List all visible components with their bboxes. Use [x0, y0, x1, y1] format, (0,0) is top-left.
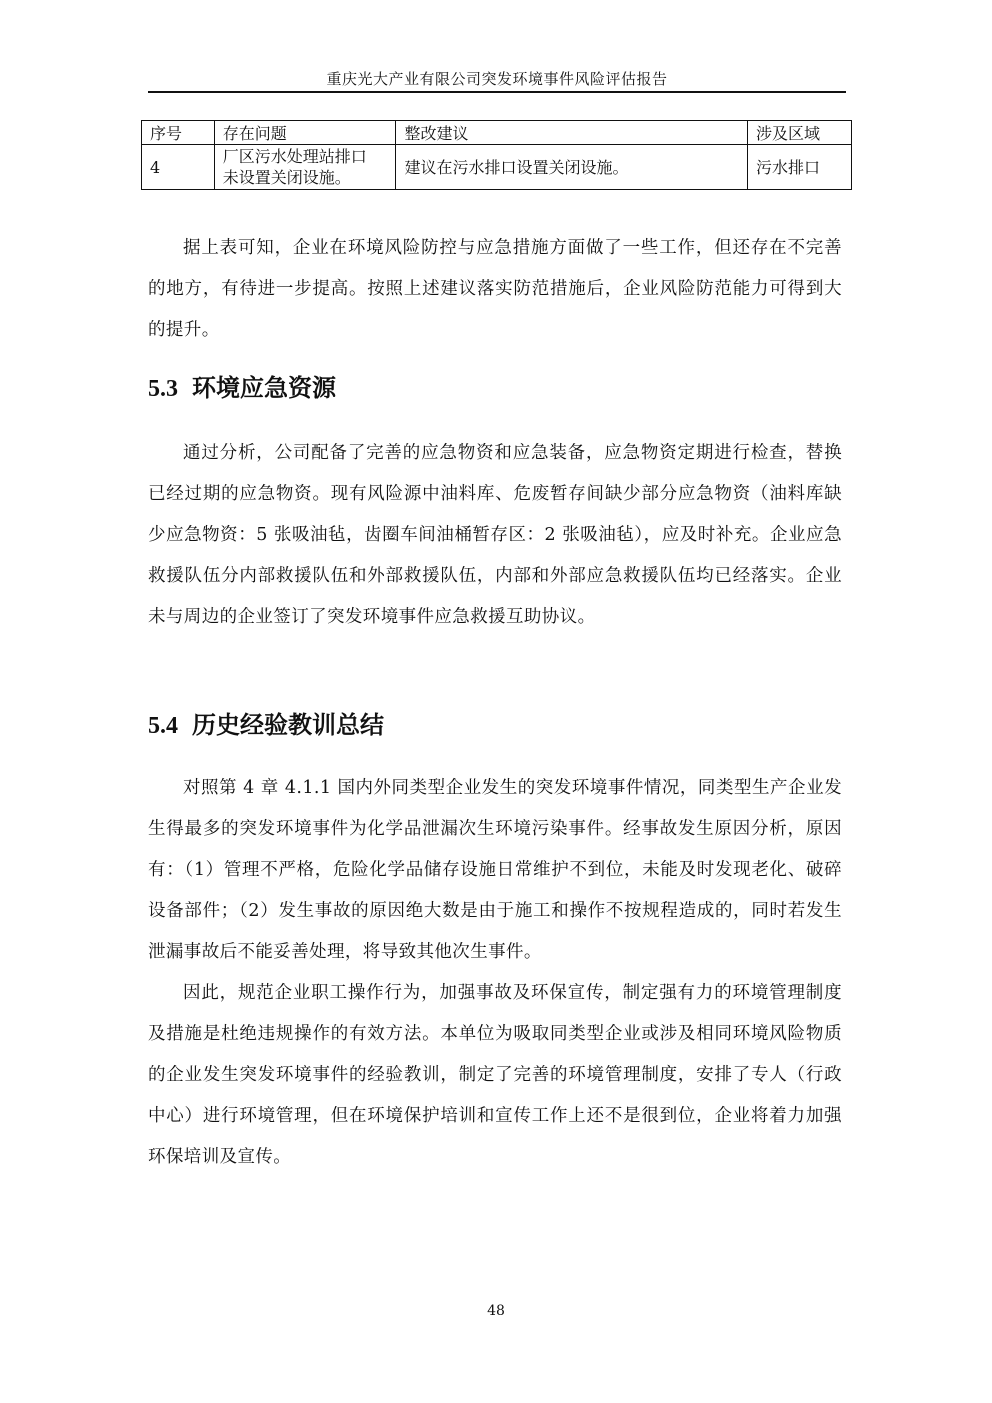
column-header-area: 涉及区域: [747, 121, 851, 145]
cell-issue: [214, 145, 396, 190]
history-paragraph-1: 对照第 4 章 4.1.1 国内外同类型企业发生的突发环境事件情况，同类型生产企业发生得最多的突发环境事件为化学品泄漏次生环境污染事件。经事故发生原因分析，原因有：（1）管理不严格，危险化学品储存设施日常维护不到位，未能及时发现老化、破碎设备部件；（2）发生事故的原因绝大数是由于施工和操作不按规程造成的，同时若发生泄漏事故后不能妥善处理，将导致其他次生事件。: [148, 778, 842, 962]
table-header-row: [142, 121, 852, 145]
column-header-no: 序号: [142, 121, 215, 145]
section-heading-5-4: [148, 705, 384, 740]
rectification-table: [141, 120, 852, 190]
cell-issue-line1: 厂区污水处理站排口: [222, 147, 367, 166]
section-title: 历史经验教训总结: [192, 711, 384, 739]
table-row: [142, 145, 852, 190]
cell-no: 4: [142, 145, 215, 190]
section-number: 5.3: [148, 376, 178, 402]
section-number: 5.4: [148, 713, 178, 739]
page-number: 48: [487, 1303, 505, 1319]
column-header-suggestion: 整改建议: [396, 121, 747, 145]
resources-paragraph: 通过分析，公司配备了完善的应急物资和应急装备，应急物资定期进行检查，替换已经过期的应急物资。现有风险源中油料库、危废暂存间缺少部分应急物资（油料库缺少应急物资：5 张吸油毡，齿圈车间油桶暂存区：2 张吸油毡），应及时补充。企业应急救援队伍分内部救援队伍和外部救援队伍，内部和外部应急救援队伍均已经落实。企业未与周边的企业签订了突发环境事件应急救援互助协议。: [148, 443, 842, 627]
section-heading-5-3: [148, 368, 336, 403]
cell-area: 污水排口: [747, 145, 851, 190]
summary-paragraph: 据上表可知，企业在环境风险防控与应急措施方面做了一些工作，但还存在不完善的地方，有待进一步提高。按照上述建议落实防范措施后，企业风险防范能力可得到大的提升。: [148, 238, 842, 340]
cell-suggestion: 建议在污水排口设置关闭设施。: [396, 145, 747, 190]
history-paragraph-2: 因此，规范企业职工操作行为，加强事故及环保宣传，制定强有力的环境管理制度及措施是杜绝违规操作的有效方法。本单位为吸取同类型企业或涉及相同环境风险物质的企业发生突发环境事件的经验教训，制定了完善的环境管理制度，安排了专人（行政中心）进行环境管理，但在环境保护培训和宣传工作上还不是很到位，企业将着力加强环保培训及宣传。: [148, 983, 842, 1167]
cell-issue-line2: 未设置关闭设施。: [222, 168, 351, 187]
column-header-issue: 存在问题: [214, 121, 396, 145]
document-header-title: 重庆光大产业有限公司突发环境事件风险评估报告: [326, 70, 668, 88]
section-title: 环境应急资源: [192, 374, 336, 402]
header-divider: [148, 91, 846, 93]
